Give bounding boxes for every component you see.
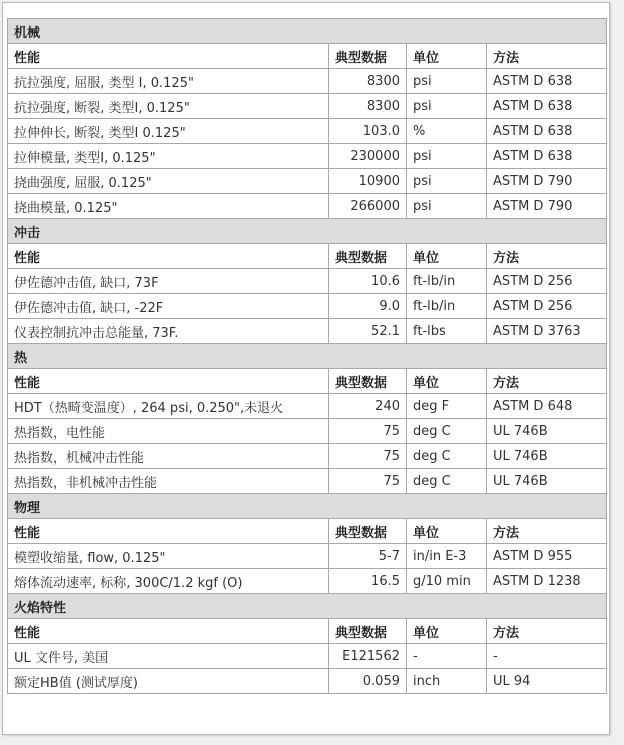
table-row	[7, 269, 607, 294]
value-cell: 75	[329, 469, 407, 494]
header-typical-value: 典型数据	[329, 519, 407, 544]
value-cell: 10.6	[329, 269, 407, 294]
header-typical-value: 典型数据	[329, 619, 407, 644]
method-cell: ASTM D 256	[487, 294, 607, 319]
method-cell: ASTM D 1238	[487, 569, 607, 594]
header-property: 性能	[7, 44, 329, 69]
method-cell: UL 746B	[487, 444, 607, 469]
unit-cell: ft-lb/in	[407, 294, 487, 319]
column-header-row	[7, 519, 607, 544]
method-cell: ASTM D 3763	[487, 319, 607, 344]
value-cell: 103.0	[329, 119, 407, 144]
header-property: 性能	[7, 369, 329, 394]
section-header-row	[7, 494, 607, 519]
method-cell: ASTM D 256	[487, 269, 607, 294]
property-cell: 挠曲模量, 0.125"	[7, 194, 329, 219]
value-cell: 52.1	[329, 319, 407, 344]
value-cell: 8300	[329, 94, 407, 119]
header-property: 性能	[7, 619, 329, 644]
property-cell: 热指数，非机械冲击性能	[7, 469, 329, 494]
header-unit: 单位	[407, 369, 487, 394]
unit-cell: g/10 min	[407, 569, 487, 594]
table-row	[7, 69, 607, 94]
header-property: 性能	[7, 519, 329, 544]
method-cell: ASTM D 790	[487, 194, 607, 219]
header-typical-value: 典型数据	[329, 44, 407, 69]
property-cell: 挠曲强度, 屈服, 0.125"	[7, 169, 329, 194]
method-cell: ASTM D 790	[487, 169, 607, 194]
header-unit: 单位	[407, 44, 487, 69]
method-cell: -	[487, 644, 607, 669]
section-header-row	[7, 219, 607, 244]
unit-cell: in/in E-3	[407, 544, 487, 569]
header-typical-value: 典型数据	[329, 369, 407, 394]
property-cell: 熔体流动速率, 标称, 300C/1.2 kgf (O)	[7, 569, 329, 594]
header-method: 方法	[487, 619, 607, 644]
method-cell: UL 746B	[487, 469, 607, 494]
table-row	[7, 319, 607, 344]
section-title: 机械	[7, 18, 607, 44]
header-unit: 单位	[407, 619, 487, 644]
table-row	[7, 669, 607, 694]
property-cell: 热指数，电性能	[7, 419, 329, 444]
value-cell: 75	[329, 444, 407, 469]
header-typical-value: 典型数据	[329, 244, 407, 269]
unit-cell: -	[407, 644, 487, 669]
table-row	[7, 644, 607, 669]
table-row	[7, 544, 607, 569]
section-title: 冲击	[7, 219, 607, 244]
header-method: 方法	[487, 244, 607, 269]
property-cell: 伊佐德冲击值, 缺口, 73F	[7, 269, 329, 294]
table-row	[7, 569, 607, 594]
unit-cell: psi	[407, 169, 487, 194]
method-cell: UL 746B	[487, 419, 607, 444]
method-cell: ASTM D 638	[487, 94, 607, 119]
property-cell: 仪表控制抗冲击总能量, 73F.	[7, 319, 329, 344]
properties-table	[7, 18, 607, 694]
table-row	[7, 119, 607, 144]
datasheet-panel	[2, 2, 610, 735]
column-header-row	[7, 44, 607, 69]
table-row	[7, 169, 607, 194]
table-row	[7, 294, 607, 319]
property-cell: HDT（热畸变温度）, 264 psi, 0.250",未退火	[7, 394, 329, 419]
table-row	[7, 419, 607, 444]
value-cell: 240	[329, 394, 407, 419]
value-cell: 5-7	[329, 544, 407, 569]
section-title: 热	[7, 344, 607, 369]
table-row	[7, 94, 607, 119]
method-cell: ASTM D 638	[487, 119, 607, 144]
header-method: 方法	[487, 44, 607, 69]
property-cell: 拉伸伸长, 断裂, 类型I 0.125"	[7, 119, 329, 144]
table-row	[7, 444, 607, 469]
property-cell: 抗拉强度, 屈服, 类型 I, 0.125"	[7, 69, 329, 94]
section-title: 火焰特性	[7, 594, 607, 619]
unit-cell: psi	[407, 194, 487, 219]
method-cell: ASTM D 648	[487, 394, 607, 419]
unit-cell: deg C	[407, 444, 487, 469]
unit-cell: ft-lb/in	[407, 269, 487, 294]
section-header-row	[7, 18, 607, 44]
method-cell: ASTM D 638	[487, 144, 607, 169]
table-row	[7, 469, 607, 494]
section-header-row	[7, 344, 607, 369]
table-row	[7, 144, 607, 169]
section-title: 物理	[7, 494, 607, 519]
header-method: 方法	[487, 369, 607, 394]
property-cell: 拉伸模量, 类型I, 0.125"	[7, 144, 329, 169]
unit-cell: deg C	[407, 419, 487, 444]
table-row	[7, 194, 607, 219]
property-cell: 伊佐德冲击值, 缺口, -22F	[7, 294, 329, 319]
method-cell: UL 94	[487, 669, 607, 694]
unit-cell: deg F	[407, 394, 487, 419]
value-cell: 75	[329, 419, 407, 444]
unit-cell: ft-lbs	[407, 319, 487, 344]
unit-cell: psi	[407, 94, 487, 119]
header-unit: 单位	[407, 519, 487, 544]
table-row	[7, 394, 607, 419]
value-cell: 16.5	[329, 569, 407, 594]
value-cell: 10900	[329, 169, 407, 194]
unit-cell: psi	[407, 144, 487, 169]
value-cell: 8300	[329, 69, 407, 94]
header-unit: 单位	[407, 244, 487, 269]
header-property: 性能	[7, 244, 329, 269]
value-cell: 0.059	[329, 669, 407, 694]
property-cell: UL 文件号, 美国	[7, 644, 329, 669]
value-cell: 9.0	[329, 294, 407, 319]
unit-cell: inch	[407, 669, 487, 694]
section-header-row	[7, 594, 607, 619]
method-cell: ASTM D 638	[487, 69, 607, 94]
column-header-row	[7, 244, 607, 269]
method-cell: ASTM D 955	[487, 544, 607, 569]
property-cell: 模塑收缩量, flow, 0.125"	[7, 544, 329, 569]
property-cell: 额定HB值 (测试厚度)	[7, 669, 329, 694]
unit-cell: psi	[407, 69, 487, 94]
property-cell: 抗拉强度, 断裂, 类型I, 0.125"	[7, 94, 329, 119]
value-cell: 266000	[329, 194, 407, 219]
properties-table-body	[7, 18, 607, 694]
unit-cell: %	[407, 119, 487, 144]
unit-cell: deg C	[407, 469, 487, 494]
value-cell: E121562	[329, 644, 407, 669]
header-method: 方法	[487, 519, 607, 544]
value-cell: 230000	[329, 144, 407, 169]
column-header-row	[7, 619, 607, 644]
column-header-row	[7, 369, 607, 394]
property-cell: 热指数，机械冲击性能	[7, 444, 329, 469]
